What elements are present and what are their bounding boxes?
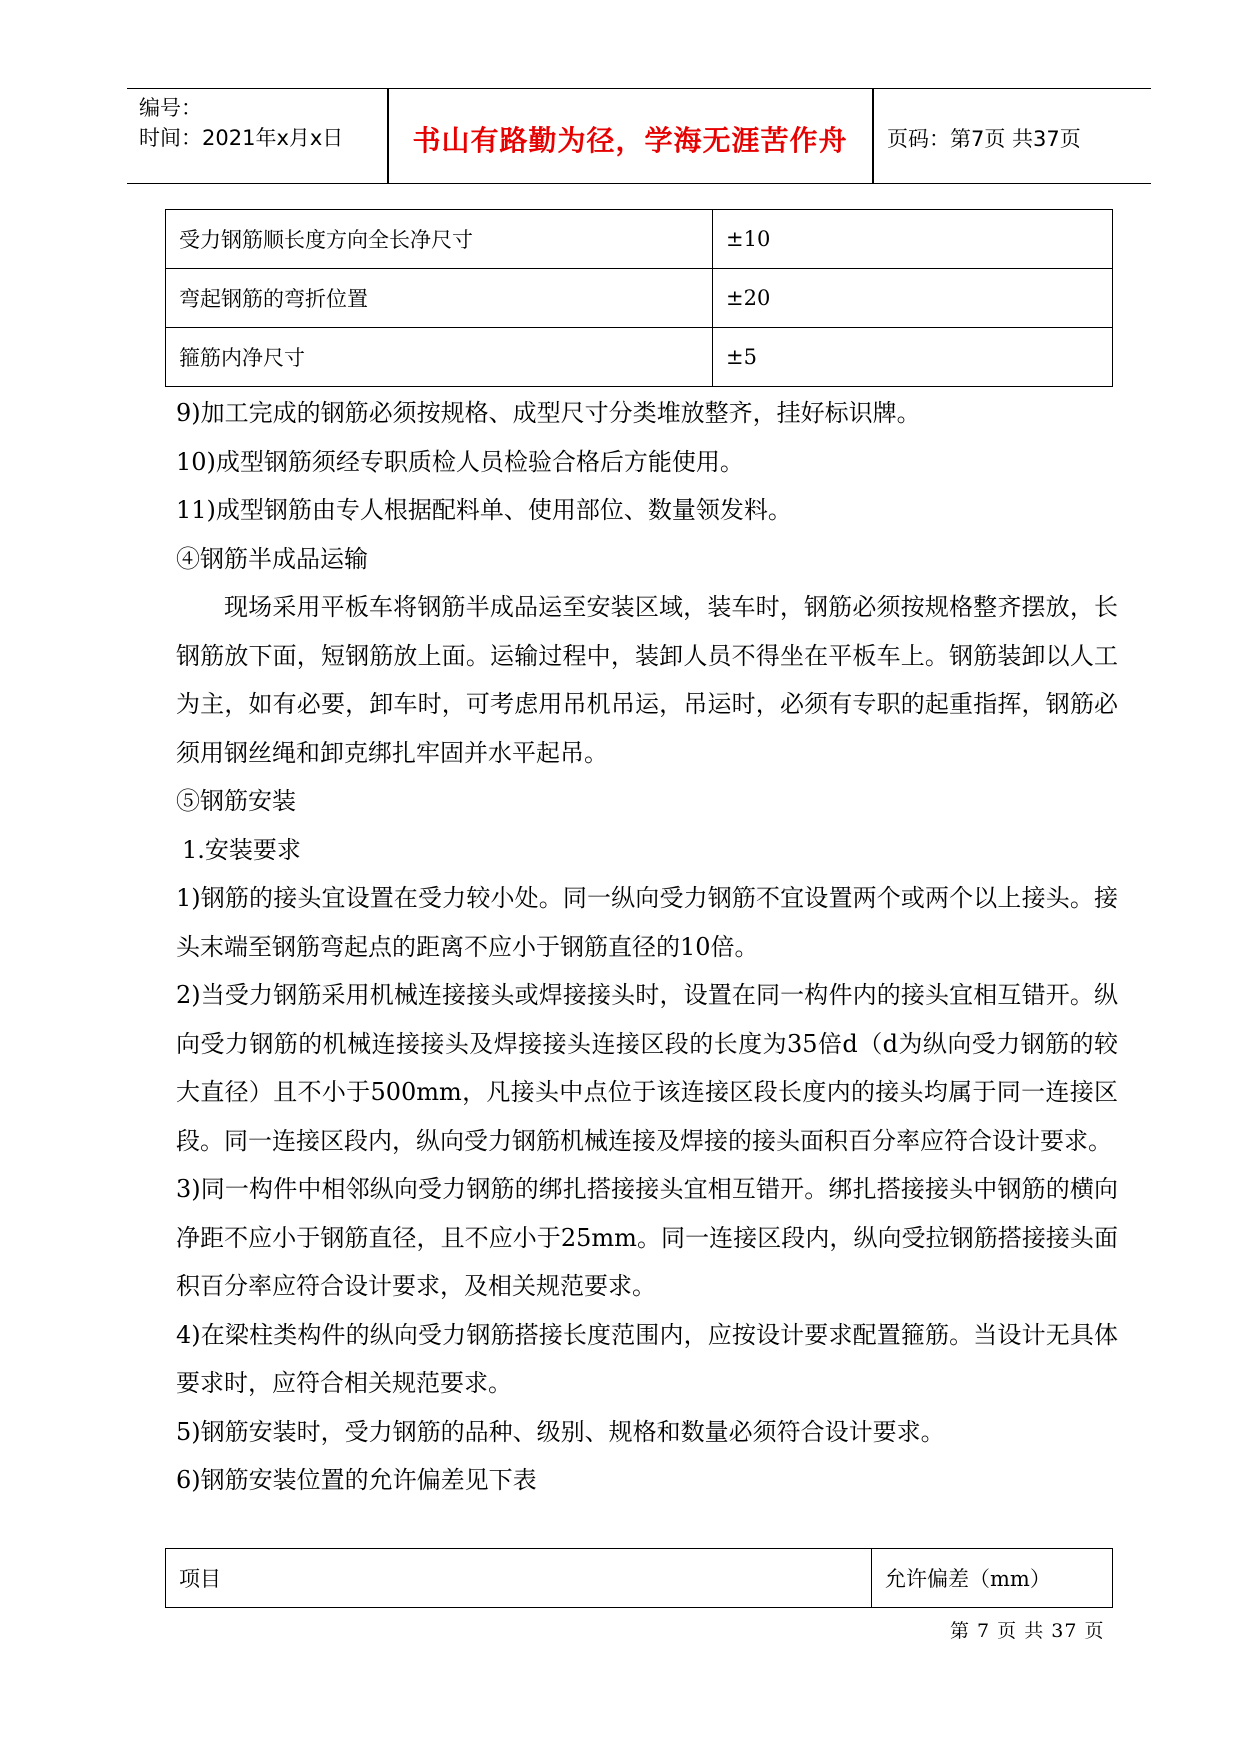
page-header [127, 88, 1151, 184]
header-page-info: 页码：第7页 共37页 [887, 127, 1081, 151]
table-cell-item: 箍筋内净尺寸 [166, 328, 713, 387]
header-meta [139, 93, 343, 153]
paragraph: 1)钢筋的接头宜设置在受力较小处。同一纵向受力钢筋不宜设置两个或两个以上接头。接头末端至钢筋弯起点的距离不应小于钢筋直径的10倍。 [176, 884, 1118, 961]
paragraph: 4)在梁柱类构件的纵向受力钢筋搭接长度范围内，应按设计要求配置箍筋。当设计无具体要求时，应符合相关规范要求。 [176, 1320, 1118, 1397]
table-row [166, 210, 1113, 269]
table-row [166, 328, 1113, 387]
paragraph: 3)同一构件中相邻纵向受力钢筋的绑扎搭接接头宜相互错开。绑扎搭接接头中钢筋的横向净距不应小于钢筋直径，且不应小于25mm。同一连接区段内，纵向受拉钢筋搭接接头面积百分率应符合设计要求，及相关规范要求。 [176, 1175, 1118, 1300]
document-body [176, 389, 1118, 1505]
paragraph: 5)钢筋安装时，受力钢筋的品种、级别、规格和数量必须符合设计要求。 [176, 1417, 945, 1446]
time-label: 时间：2021年x月x日 [139, 126, 344, 150]
paragraph: 6)钢筋安装位置的允许偏差见下表 [176, 1466, 537, 1494]
table-row [166, 269, 1113, 328]
table-header-row [166, 1549, 1113, 1608]
paragraph: 10)成型钢筋须经专职质检人员检验合格后方能使用。 [176, 447, 744, 476]
table-header-value: 允许偏差（mm） [872, 1549, 1113, 1608]
paragraph: 2)当受力钢筋采用机械连接接头或焊接接头时，设置在同一构件内的接头宜相互错开。纵向受力钢筋的机械连接接头及焊接接头连接区段的长度为35倍d（d为纵向受力钢筋的较大直径）且不小于500mm，凡接头中点位于该连接区段长度内的接头均属于同一连接区段。同一连接区段内，纵向受力钢筋机械连接及焊接的接头面积百分率应符合设计要求。 [176, 981, 1118, 1155]
paragraph: 11)成型钢筋由专人根据配料单、使用部位、数量领发料。 [176, 496, 792, 524]
number-label: 编号： [139, 96, 202, 120]
table-cell-value: ±5 [713, 328, 1113, 387]
table-cell-item: 受力钢筋顺长度方向全长净尺寸 [166, 210, 713, 269]
table-cell-item: 弯起钢筋的弯折位置 [166, 269, 713, 328]
subsection-heading: 1.安装要求 [182, 835, 301, 864]
table-cell-value: ±10 [713, 210, 1113, 269]
tolerance-table-bottom [165, 1548, 1113, 1608]
table-header-item: 项目 [166, 1549, 872, 1608]
table-cell-value: ±20 [713, 269, 1113, 328]
paragraph: 现场采用平板车将钢筋半成品运至安装区域，装车时，钢筋必须按规格整齐摆放，长钢筋放下面，短钢筋放上面。运输过程中，装卸人员不得坐在平板车上。钢筋装卸以人工为主，如有必要，卸车时，可考虑用吊机吊运，吊运时，必须有专职的起重指挥，钢筋必须用钢丝绳和卸克绑扎牢固并水平起吊。 [176, 593, 1118, 767]
page-footer: 第 7 页 共 37 页 [950, 1620, 1105, 1642]
section-heading: ⑤钢筋安装 [176, 787, 296, 815]
header-motto: 书山有路勤为径，学海无涯苦作舟 [412, 124, 848, 157]
section-heading: ④钢筋半成品运输 [176, 544, 368, 573]
tolerance-table-top [165, 209, 1113, 387]
paragraph: 9)加工完成的钢筋必须按规格、成型尺寸分类堆放整齐，挂好标识牌。 [176, 399, 921, 427]
header-divider [872, 89, 874, 183]
